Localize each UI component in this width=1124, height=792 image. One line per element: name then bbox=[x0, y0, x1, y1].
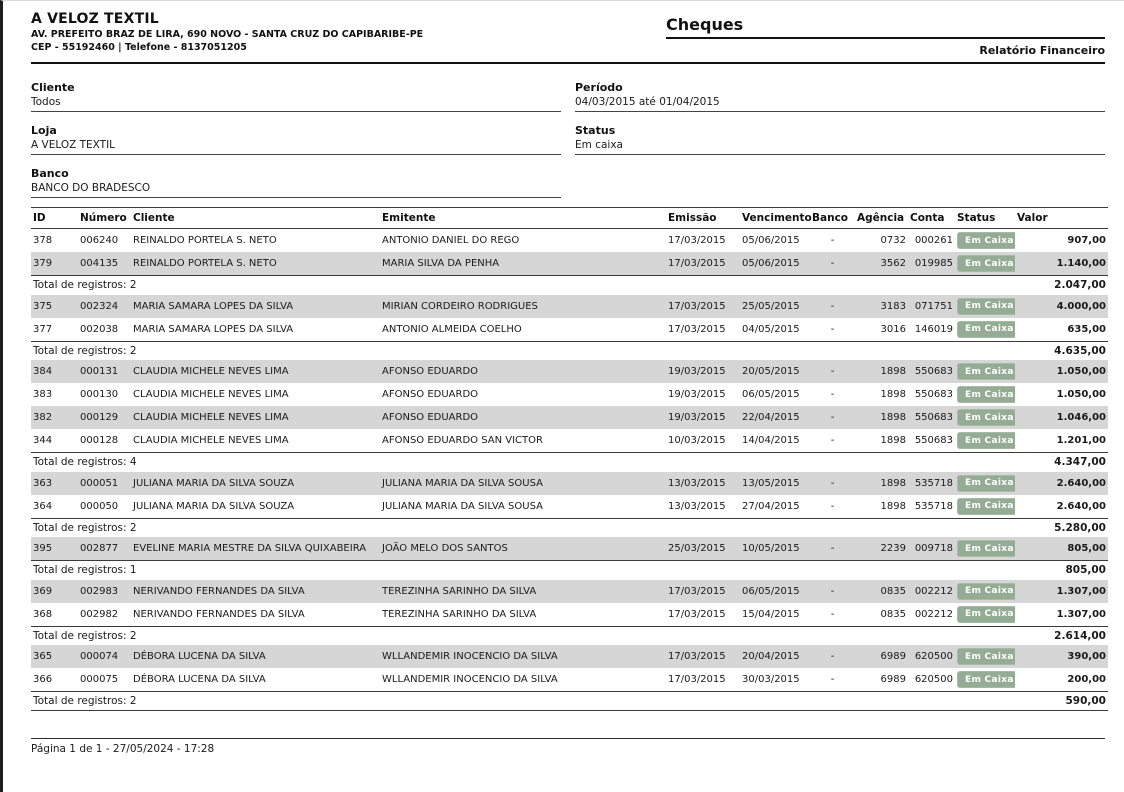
cell-numero: 002324 bbox=[78, 295, 131, 318]
filter-value: Em caixa bbox=[575, 139, 623, 151]
table-row bbox=[31, 537, 1108, 561]
cell-vencimento: 04/05/2015 bbox=[742, 323, 800, 335]
cell-status bbox=[955, 318, 1015, 342]
cell-agencia: 3562 bbox=[855, 252, 908, 276]
cell-cliente: DÉBORA LUCENA DA SILVA bbox=[131, 645, 380, 668]
company-address: AV. PREFEITO BRAZ DE LIRA, 690 NOVO - SANTA CRUZ DO CAPIBARIBE-PE bbox=[31, 29, 424, 40]
header-divider bbox=[31, 62, 1105, 64]
cell-agencia: 1898 bbox=[880, 389, 906, 400]
cell-emitente: JULIANA MARIA DA SILVA SOUSA bbox=[380, 472, 666, 495]
status-badge: Em Caixa bbox=[957, 386, 1015, 403]
cell-vencimento: 13/05/2015 bbox=[740, 472, 810, 495]
cell-conta: 071751 bbox=[908, 295, 955, 318]
cell-vencimento: 20/05/2015 bbox=[740, 360, 810, 383]
cell-numero: 002982 bbox=[80, 608, 119, 620]
cell-cliente: JULIANA MARIA DA SILVA SOUZA bbox=[133, 500, 295, 512]
filter-value: BANCO DO BRADESCO bbox=[31, 182, 151, 194]
filter-label: Banco bbox=[31, 167, 69, 180]
cell-id: 344 bbox=[33, 435, 53, 446]
cell-conta: 146019 bbox=[914, 323, 953, 335]
cell-conta: 019985 bbox=[908, 252, 955, 276]
cell-cliente: EVELINE MARIA MESTRE DA SILVA QUIXABEIRA bbox=[131, 537, 380, 561]
cell-id: 375 bbox=[31, 295, 78, 318]
cell-numero: 002038 bbox=[80, 323, 119, 335]
cheques-table bbox=[31, 207, 1108, 711]
filter-value: A VELOZ TEXTIL bbox=[31, 139, 116, 151]
cell-banco: - bbox=[830, 389, 835, 400]
cell-banco: - bbox=[830, 674, 835, 685]
cell-id: 382 bbox=[31, 406, 78, 429]
column-header-banco: Banco bbox=[810, 208, 855, 229]
column-header-cliente: Cliente bbox=[131, 208, 380, 229]
cell-status bbox=[955, 537, 1015, 561]
status-badge: Em Caixa bbox=[957, 321, 1015, 338]
cell-emissao: 17/03/2015 bbox=[666, 645, 740, 668]
cell-numero: 006240 bbox=[80, 235, 119, 246]
cell-agencia: 6989 bbox=[855, 645, 908, 668]
total-registros-label: Total de registros: 2 bbox=[31, 341, 1015, 360]
cell-emissao: 17/03/2015 bbox=[666, 580, 740, 603]
cell-agencia: 1898 bbox=[880, 500, 906, 512]
cell-agencia: 6989 bbox=[880, 674, 906, 685]
filter-value: Todos bbox=[31, 96, 61, 108]
total-registros-label: Total de registros: 1 bbox=[31, 561, 1015, 580]
cell-conta: 009718 bbox=[908, 537, 955, 561]
report-title-block bbox=[666, 15, 1105, 57]
total-registros-label: Total de registros: 2 bbox=[31, 518, 1015, 537]
total-valor: 2.047,00 bbox=[1015, 276, 1108, 295]
total-registros-label: Total de registros: 2 bbox=[31, 692, 1015, 711]
cell-agencia: 0835 bbox=[855, 580, 908, 603]
cell-conta: 000261 bbox=[914, 235, 953, 246]
cell-cliente: NERIVANDO FERNANDES DA SILVA bbox=[131, 580, 380, 603]
cell-agencia: 1898 bbox=[855, 472, 908, 495]
cell-emitente: AFONSO EDUARDO bbox=[380, 406, 666, 429]
column-header-emissao: Emissão bbox=[666, 208, 740, 229]
cell-banco: - bbox=[810, 252, 855, 276]
company-name: A VELOZ TEXTIL bbox=[31, 11, 159, 27]
table-bottom-rule bbox=[31, 711, 1108, 712]
table-row bbox=[31, 495, 1108, 519]
cell-valor: 635,00 bbox=[1067, 323, 1106, 335]
cell-emitente: AFONSO EDUARDO bbox=[382, 389, 479, 400]
cell-vencimento: 05/06/2015 bbox=[742, 235, 800, 246]
cell-numero: 002983 bbox=[78, 580, 131, 603]
report-subtitle: Relatório Financeiro bbox=[979, 44, 1105, 57]
cell-vencimento: 20/04/2015 bbox=[740, 645, 810, 668]
filter-label: Status bbox=[575, 124, 616, 137]
total-valor: 4.347,00 bbox=[1015, 453, 1108, 472]
cell-status bbox=[955, 645, 1015, 668]
cell-status bbox=[955, 295, 1015, 318]
cell-status bbox=[955, 252, 1015, 276]
cell-cliente: CLAUDIA MICHELE NEVES LIMA bbox=[133, 389, 289, 400]
cell-conta: 620500 bbox=[908, 645, 955, 668]
cell-conta: 535718 bbox=[908, 472, 955, 495]
cell-agencia: 3183 bbox=[855, 295, 908, 318]
group-total-row bbox=[31, 341, 1108, 360]
table-row bbox=[31, 252, 1108, 276]
cell-valor: 390,00 bbox=[1015, 645, 1108, 668]
cell-status bbox=[955, 668, 1015, 692]
total-registros-label: Total de registros: 2 bbox=[31, 626, 1015, 645]
cell-vencimento: 22/04/2015 bbox=[740, 406, 810, 429]
column-header-valor: Valor bbox=[1015, 208, 1108, 229]
cell-emitente: AFONSO EDUARDO bbox=[380, 360, 666, 383]
page-title: Cheques bbox=[666, 15, 1105, 39]
total-valor: 590,00 bbox=[1015, 692, 1108, 711]
cell-valor: 907,00 bbox=[1067, 235, 1106, 246]
cell-conta: 550683 bbox=[908, 406, 955, 429]
cell-id: 384 bbox=[31, 360, 78, 383]
cell-emissao: 17/03/2015 bbox=[666, 295, 740, 318]
cell-conta: 002212 bbox=[914, 608, 953, 620]
cell-valor: 1.307,00 bbox=[1056, 608, 1106, 620]
filter-periodo bbox=[575, 81, 1105, 112]
table-row bbox=[31, 429, 1108, 453]
cell-status bbox=[955, 406, 1015, 429]
cell-valor: 1.050,00 bbox=[1056, 389, 1106, 400]
cell-banco: - bbox=[810, 360, 855, 383]
table-row bbox=[31, 668, 1108, 692]
cell-banco: - bbox=[810, 406, 855, 429]
filters-section bbox=[31, 81, 1105, 198]
cell-numero: 002877 bbox=[78, 537, 131, 561]
cell-vencimento: 10/05/2015 bbox=[740, 537, 810, 561]
cell-numero: 000130 bbox=[80, 389, 119, 400]
cell-numero: 000129 bbox=[78, 406, 131, 429]
cell-id: 379 bbox=[31, 252, 78, 276]
filter-banco bbox=[31, 167, 561, 198]
cell-valor: 200,00 bbox=[1067, 674, 1106, 685]
cell-id: 365 bbox=[31, 645, 78, 668]
cell-emitente: AFONSO EDUARDO SAN VICTOR bbox=[382, 435, 543, 446]
cell-valor: 1.140,00 bbox=[1015, 252, 1108, 276]
cell-cliente: NERIVANDO FERNANDES DA SILVA bbox=[133, 608, 305, 620]
report-page bbox=[3, 1, 1124, 755]
cell-emissao: 17/03/2015 bbox=[668, 608, 726, 620]
cell-emitente: WLLANDEMIR INOCENCIO DA SILVA bbox=[382, 674, 558, 685]
cell-cliente: JULIANA MARIA DA SILVA SOUZA bbox=[131, 472, 380, 495]
cell-cliente: REINALDO PORTELA S. NETO bbox=[131, 252, 380, 276]
status-badge: Em Caixa bbox=[957, 432, 1015, 449]
cell-id: 363 bbox=[31, 472, 78, 495]
cell-emitente: TEREZINHA SARINHO DA SILVA bbox=[382, 608, 537, 620]
company-cep-phone: CEP - 55192460 | Telefone - 8137051205 bbox=[31, 42, 247, 53]
cell-vencimento: 15/04/2015 bbox=[742, 608, 800, 620]
table-row bbox=[31, 360, 1108, 383]
cell-cliente: REINALDO PORTELA S. NETO bbox=[133, 235, 277, 246]
cell-cliente: MARIA SAMARA LOPES DA SILVA bbox=[131, 295, 380, 318]
status-badge: Em Caixa bbox=[957, 232, 1015, 249]
table-row bbox=[31, 580, 1108, 603]
cell-numero: 004135 bbox=[78, 252, 131, 276]
status-badge: Em Caixa bbox=[957, 540, 1015, 557]
cell-agencia: 1898 bbox=[855, 406, 908, 429]
cell-emitente: TEREZINHA SARINHO DA SILVA bbox=[380, 580, 666, 603]
cell-status bbox=[955, 580, 1015, 603]
column-header-id: ID bbox=[31, 208, 78, 229]
group-total-row bbox=[31, 276, 1108, 295]
status-badge: Em Caixa bbox=[957, 409, 1015, 426]
filter-label: Cliente bbox=[31, 81, 75, 94]
filter-loja bbox=[31, 124, 561, 155]
cell-emitente: JOÃO MELO DOS SANTOS bbox=[380, 537, 666, 561]
cell-numero: 000075 bbox=[80, 674, 119, 685]
cell-numero: 000131 bbox=[78, 360, 131, 383]
table-header-row bbox=[31, 208, 1108, 229]
column-header-vencimento: Vencimento bbox=[740, 208, 810, 229]
cell-emitente: ANTONIO ALMEIDA COELHO bbox=[382, 323, 522, 335]
cell-numero: 000050 bbox=[80, 500, 119, 512]
cell-banco: - bbox=[810, 537, 855, 561]
page-info: Página 1 de 1 - 27/05/2024 - 17:28 bbox=[31, 743, 215, 755]
cell-emitente: MARIA SILVA DA PENHA bbox=[380, 252, 666, 276]
cell-valor: 4.000,00 bbox=[1015, 295, 1108, 318]
cell-cliente: DÉBORA LUCENA DA SILVA bbox=[133, 674, 266, 685]
status-badge: Em Caixa bbox=[957, 363, 1015, 380]
cell-numero: 000051 bbox=[78, 472, 131, 495]
cell-emitente: JULIANA MARIA DA SILVA SOUSA bbox=[382, 500, 543, 512]
cell-emissao: 13/03/2015 bbox=[668, 500, 726, 512]
cell-emissao: 17/03/2015 bbox=[668, 674, 726, 685]
cell-status bbox=[955, 472, 1015, 495]
cell-status bbox=[955, 229, 1015, 253]
column-header-agencia: Agência bbox=[855, 208, 908, 229]
table-row bbox=[31, 295, 1108, 318]
cell-vencimento: 05/06/2015 bbox=[740, 252, 810, 276]
group-total-row bbox=[31, 626, 1108, 645]
cell-id: 395 bbox=[31, 537, 78, 561]
column-header-status: Status bbox=[955, 208, 1015, 229]
total-registros-label: Total de registros: 4 bbox=[31, 453, 1015, 472]
cell-valor: 805,00 bbox=[1015, 537, 1108, 561]
cell-emissao: 17/03/2015 bbox=[668, 235, 726, 246]
cell-agencia: 1898 bbox=[880, 435, 906, 446]
cell-emissao: 17/03/2015 bbox=[668, 323, 726, 335]
total-registros-label: Total de registros: 2 bbox=[31, 276, 1015, 295]
group-total-row bbox=[31, 453, 1108, 472]
cell-emissao: 19/03/2015 bbox=[666, 360, 740, 383]
cell-banco: - bbox=[830, 500, 835, 512]
status-badge: Em Caixa bbox=[957, 498, 1015, 515]
status-badge: Em Caixa bbox=[957, 671, 1015, 688]
cell-status bbox=[955, 495, 1015, 519]
group-total-row bbox=[31, 561, 1108, 580]
status-badge: Em Caixa bbox=[957, 648, 1015, 665]
filter-label: Loja bbox=[31, 124, 57, 137]
cell-cliente: CLAUDIA MICHELE NEVES LIMA bbox=[131, 406, 380, 429]
cell-agencia: 0835 bbox=[880, 608, 906, 620]
cell-conta: 550683 bbox=[914, 435, 953, 446]
cell-emissao: 13/03/2015 bbox=[666, 472, 740, 495]
total-valor: 2.614,00 bbox=[1015, 626, 1108, 645]
cell-numero: 000128 bbox=[80, 435, 119, 446]
status-badge: Em Caixa bbox=[957, 606, 1015, 623]
cell-conta: 535718 bbox=[914, 500, 953, 512]
cell-valor: 1.307,00 bbox=[1015, 580, 1108, 603]
cell-vencimento: 27/04/2015 bbox=[742, 500, 800, 512]
cell-emissao: 19/03/2015 bbox=[668, 389, 726, 400]
cell-banco: - bbox=[830, 608, 835, 620]
column-header-conta: Conta bbox=[908, 208, 955, 229]
cell-cliente: CLAUDIA MICHELE NEVES LIMA bbox=[131, 360, 380, 383]
cell-banco: - bbox=[830, 323, 835, 335]
cell-status bbox=[955, 603, 1015, 627]
cell-emissao: 19/03/2015 bbox=[666, 406, 740, 429]
cell-emitente: MIRIAN CORDEIRO RODRIGUES bbox=[380, 295, 666, 318]
cell-banco: - bbox=[810, 645, 855, 668]
table-row bbox=[31, 383, 1108, 406]
cell-emitente: ANTONIO DANIEL DO REGO bbox=[382, 235, 520, 246]
cell-id: 377 bbox=[33, 323, 53, 335]
cell-vencimento: 14/04/2015 bbox=[742, 435, 800, 446]
cell-valor: 1.201,00 bbox=[1056, 435, 1106, 446]
status-badge: Em Caixa bbox=[957, 298, 1015, 315]
table-row bbox=[31, 406, 1108, 429]
table-row bbox=[31, 318, 1108, 342]
cell-valor: 1.050,00 bbox=[1015, 360, 1108, 383]
total-valor: 5.280,00 bbox=[1015, 518, 1108, 537]
filter-label: Período bbox=[575, 81, 623, 94]
status-badge: Em Caixa bbox=[957, 475, 1015, 492]
column-header-numero: Número bbox=[78, 208, 131, 229]
cell-conta: 550683 bbox=[914, 389, 953, 400]
cell-id: 368 bbox=[33, 608, 53, 620]
cell-conta: 620500 bbox=[914, 674, 953, 685]
cell-agencia: 2239 bbox=[855, 537, 908, 561]
cell-banco: - bbox=[810, 580, 855, 603]
table-row bbox=[31, 645, 1108, 668]
cell-vencimento: 06/05/2015 bbox=[742, 389, 800, 400]
filter-status bbox=[575, 124, 1105, 155]
cell-id: 364 bbox=[33, 500, 53, 512]
cell-numero: 000074 bbox=[78, 645, 131, 668]
report-footer bbox=[31, 738, 1105, 755]
cell-status bbox=[955, 360, 1015, 383]
group-total-row bbox=[31, 692, 1108, 711]
cell-emissao: 25/03/2015 bbox=[666, 537, 740, 561]
cell-cliente: MARIA SAMARA LOPES DA SILVA bbox=[133, 323, 294, 335]
cell-banco: - bbox=[810, 472, 855, 495]
total-valor: 805,00 bbox=[1015, 561, 1108, 580]
cell-id: 383 bbox=[33, 389, 53, 400]
cell-banco: - bbox=[830, 235, 835, 246]
cell-emissao: 17/03/2015 bbox=[666, 252, 740, 276]
cell-vencimento: 06/05/2015 bbox=[740, 580, 810, 603]
cell-agencia: 0732 bbox=[880, 235, 906, 246]
cell-id: 369 bbox=[31, 580, 78, 603]
cell-emitente: WLLANDEMIR INOCENCIO DA SILVA bbox=[380, 645, 666, 668]
cell-conta: 002212 bbox=[908, 580, 955, 603]
cell-conta: 550683 bbox=[908, 360, 955, 383]
column-header-emitente: Emitente bbox=[380, 208, 666, 229]
filter-value: 04/03/2015 até 01/04/2015 bbox=[575, 96, 720, 108]
group-total-row bbox=[31, 518, 1108, 537]
cell-cliente: CLAUDIA MICHELE NEVES LIMA bbox=[133, 435, 289, 446]
cell-valor: 2.640,00 bbox=[1056, 500, 1106, 512]
cell-banco: - bbox=[830, 435, 835, 446]
status-badge: Em Caixa bbox=[957, 255, 1015, 272]
table-row bbox=[31, 229, 1108, 253]
table-row bbox=[31, 472, 1108, 495]
cell-vencimento: 30/03/2015 bbox=[742, 674, 800, 685]
table-row bbox=[31, 603, 1108, 627]
filter-cliente bbox=[31, 81, 561, 112]
cell-vencimento: 25/05/2015 bbox=[740, 295, 810, 318]
cell-status bbox=[955, 383, 1015, 406]
cell-id: 378 bbox=[33, 235, 53, 246]
cell-emissao: 10/03/2015 bbox=[668, 435, 726, 446]
cell-id: 366 bbox=[33, 674, 53, 685]
cell-valor: 2.640,00 bbox=[1015, 472, 1108, 495]
status-badge: Em Caixa bbox=[957, 583, 1015, 600]
cell-valor: 1.046,00 bbox=[1015, 406, 1108, 429]
cell-banco: - bbox=[810, 295, 855, 318]
cell-agencia: 3016 bbox=[880, 323, 906, 335]
cell-agencia: 1898 bbox=[855, 360, 908, 383]
total-valor: 4.635,00 bbox=[1015, 341, 1108, 360]
cell-status bbox=[955, 429, 1015, 453]
